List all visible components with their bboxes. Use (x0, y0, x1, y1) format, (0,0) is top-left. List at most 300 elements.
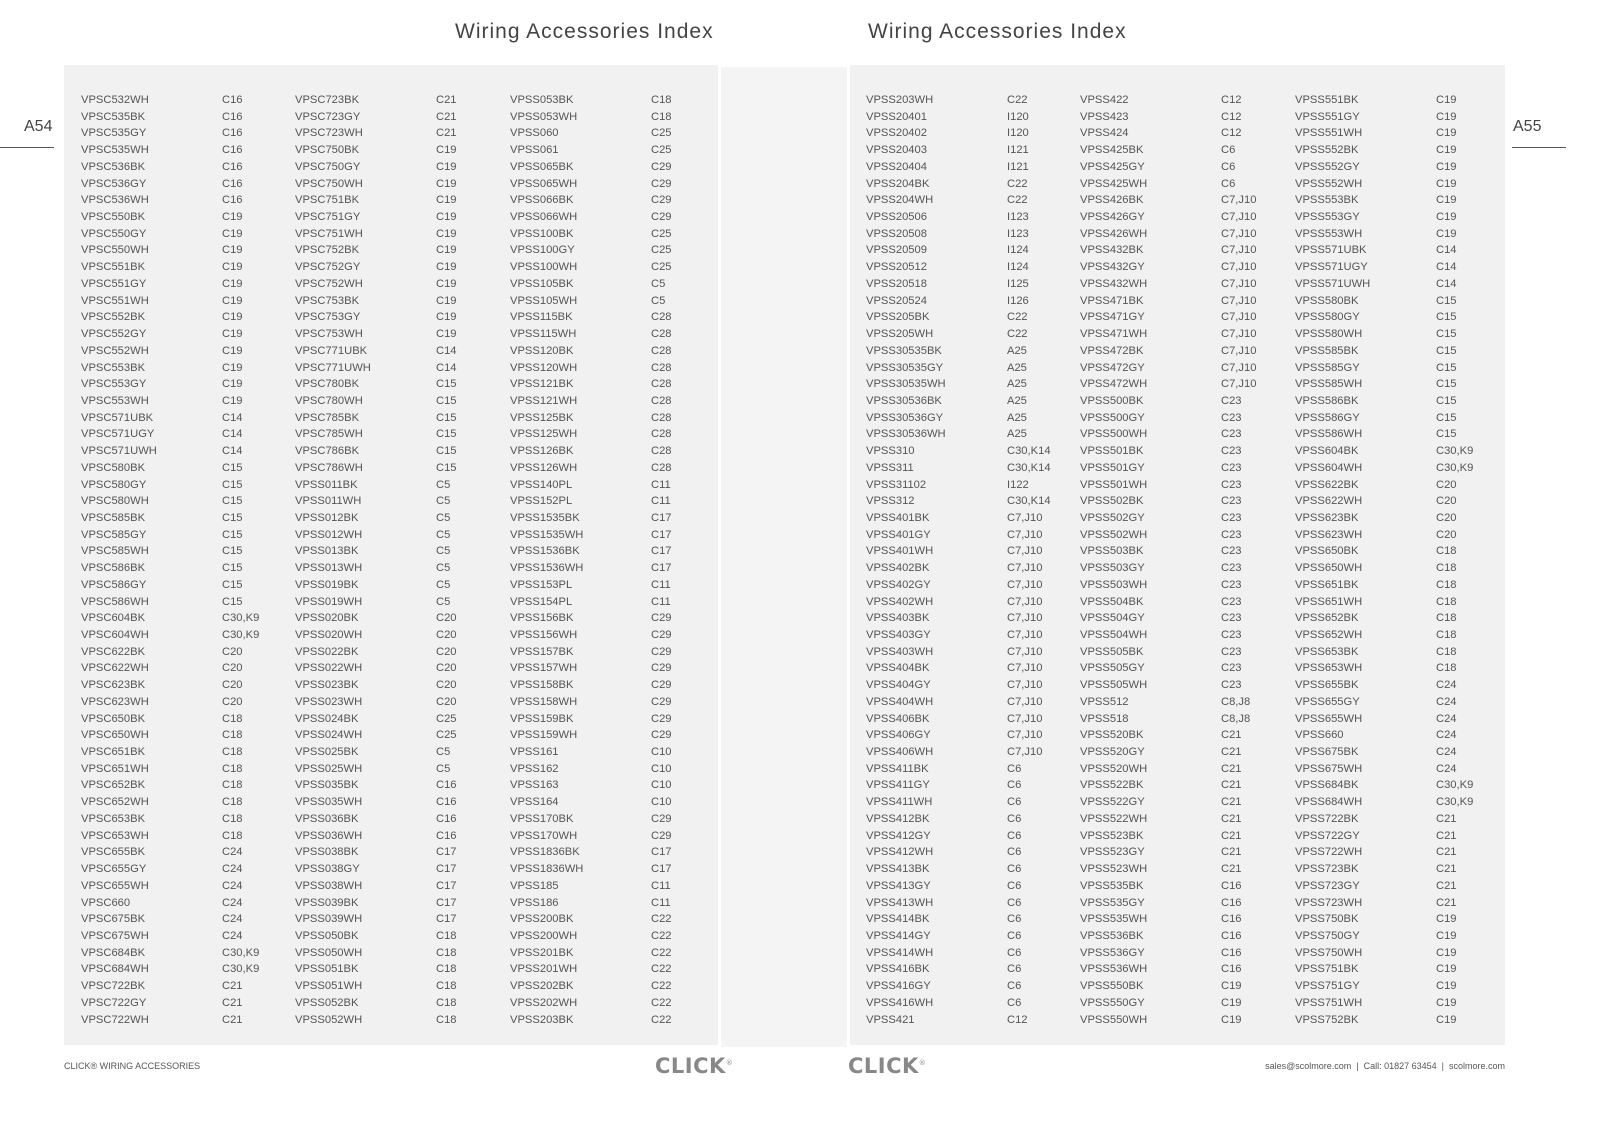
page-reference: C15 (1436, 311, 1457, 324)
product-code: VPSS200BK (510, 913, 574, 926)
page-reference: C23 (1221, 629, 1242, 641)
page-reference: C21 (1221, 812, 1242, 825)
page-reference: C19 (222, 361, 243, 374)
page-reference: C7,J10 (1007, 511, 1043, 524)
product-code: VPSS156BK (510, 612, 574, 625)
page-reference: C6 (1007, 796, 1022, 809)
product-code: VPSS723BK (1295, 863, 1359, 876)
page-reference: C19 (222, 311, 243, 324)
product-code: VPSS425GY (1080, 160, 1145, 173)
product-code: VPSS012BK (295, 511, 359, 524)
page-reference: C24 (222, 879, 243, 892)
product-code: VPSS202BK (510, 980, 574, 993)
page-reference: C20 (222, 679, 243, 692)
page-reference: C23 (1221, 394, 1242, 407)
page-reference: C7,J10 (1221, 328, 1257, 341)
page-reference: C17 (436, 896, 457, 909)
product-code: VPSS536BK (1080, 929, 1144, 942)
page-reference: C18 (1436, 662, 1457, 675)
product-code: VPSS31102 (866, 478, 927, 491)
product-code: VPSC722BK (81, 980, 146, 993)
page-reference: C21 (1221, 779, 1242, 792)
page-reference: C6 (1221, 160, 1236, 173)
product-code: VPSS503GY (1080, 562, 1145, 575)
product-code: VPSS552BK (1295, 144, 1359, 157)
page-reference: C16 (436, 829, 457, 842)
product-code: VPSS013BK (295, 545, 359, 558)
page-reference: C17 (651, 562, 672, 575)
page-reference: C7,J10 (1221, 244, 1257, 257)
product-code: VPSS170WH (510, 829, 578, 842)
product-code: VPSS723GY (1295, 879, 1360, 892)
product-code: VPSS650BK (1295, 545, 1359, 558)
product-code: VPSS125WH (510, 428, 578, 441)
page-reference: C15 (1436, 328, 1457, 341)
product-code: VPSS403BK (866, 612, 930, 625)
product-code: VPSS684BK (1295, 779, 1359, 792)
product-code: VPSS035WH (295, 796, 363, 809)
page-reference: C14 (222, 428, 243, 441)
product-code: VPSS551WH (1295, 127, 1363, 140)
product-code: VPSS011WH (295, 495, 362, 508)
page-reference: C19 (1436, 929, 1457, 942)
page-reference: C14 (436, 344, 457, 357)
product-code: VPSC623WH (81, 695, 149, 708)
product-code: VPSS157BK (510, 645, 574, 658)
page-reference: C21 (222, 996, 243, 1009)
page-reference: C18 (436, 996, 457, 1009)
product-code: VPSS013WH (295, 562, 363, 575)
page-reference: C7,J10 (1007, 545, 1043, 558)
page-reference: C15 (222, 545, 243, 558)
page-reference: C23 (1221, 478, 1242, 491)
page-reference: C16 (222, 110, 243, 123)
product-code: VPSC750GY (295, 160, 361, 173)
page-reference: C30,K14 (1007, 495, 1051, 508)
page-reference: C16 (1221, 896, 1242, 909)
page-reference: I121 (1007, 160, 1029, 173)
product-code: VPSC551BK (81, 261, 146, 274)
product-code: VPSS502WH (1080, 528, 1148, 541)
product-code: VPSS126WH (510, 461, 578, 474)
product-code: VPSC571UWH (81, 445, 157, 458)
product-code: VPSS20401 (866, 110, 927, 123)
page-reference: C25 (651, 144, 672, 157)
page-reference: C29 (651, 812, 672, 825)
page-reference: C19 (222, 227, 243, 240)
page-reference: C19 (1436, 127, 1457, 140)
page-reference: C20 (1436, 511, 1457, 524)
product-code: VPSS20524 (866, 294, 927, 307)
page-reference: A25 (1007, 361, 1027, 374)
page-reference: C15 (436, 411, 457, 424)
product-code: VPSS750BK (1295, 913, 1359, 926)
product-code: VPSS502BK (1080, 495, 1144, 508)
page-reference: C24 (1436, 762, 1457, 775)
product-code: VPSS471BK (1080, 294, 1144, 307)
product-code: VPSS406WH (866, 746, 934, 759)
page-reference: C15 (1436, 344, 1457, 357)
product-code: VPSS30535WH (866, 378, 946, 391)
page-reference: A25 (1007, 378, 1027, 391)
product-code: VPSC752WH (295, 277, 363, 290)
page-reference: C25 (651, 261, 672, 274)
product-code: VPSS502GY (1080, 511, 1145, 524)
page-reference: C23 (1221, 461, 1242, 474)
page-reference: C7,J10 (1007, 679, 1043, 692)
product-code: VPSS505BK (1080, 645, 1144, 658)
page-reference: C16 (1221, 879, 1242, 892)
page-reference: C24 (222, 846, 243, 859)
right-index-panel (850, 65, 1505, 1045)
product-code: VPSS203WH (866, 94, 934, 106)
page-reference: C18 (222, 829, 243, 842)
product-code: VPSS022BK (295, 645, 359, 658)
page-reference: C7,J10 (1007, 695, 1043, 708)
product-code: VPSC652BK (81, 779, 146, 792)
product-code: VPSC655GY (81, 863, 147, 876)
page-reference: C7,J10 (1007, 595, 1043, 608)
page-reference: C21 (222, 1013, 243, 1026)
page-reference: C24 (1436, 679, 1457, 692)
page-reference: C17 (651, 528, 672, 541)
page-reference: C19 (436, 160, 457, 173)
page-reference: C18 (436, 929, 457, 942)
product-code: VPSS535BK (1080, 879, 1144, 892)
page-reference: C30,K9 (222, 963, 260, 976)
page-reference: C30,K9 (222, 629, 260, 641)
product-code: VPSC651WH (81, 762, 149, 775)
product-code: VPSC751BK (295, 194, 360, 207)
click-logo: CLICK® (848, 1054, 927, 1078)
page-reference: C29 (651, 729, 672, 742)
product-code: VPSS406GY (866, 729, 931, 742)
page-reference: C11 (651, 478, 671, 491)
product-code: VPSS051WH (295, 980, 363, 993)
page-reference: C7,J10 (1221, 227, 1257, 240)
product-code: VPSS652BK (1295, 612, 1359, 625)
product-code: VPSS115BK (510, 311, 573, 324)
right-page-number: A55 (1513, 118, 1542, 135)
page-reference: C14 (1436, 277, 1457, 290)
product-code: VPSC655WH (81, 879, 149, 892)
product-code: VPSS1535WH (510, 528, 584, 541)
product-code: VPSS551GY (1295, 110, 1360, 123)
product-code: VPSS412WH (866, 846, 934, 859)
product-code: VPSS065WH (510, 177, 578, 190)
page-reference: C16 (222, 194, 243, 207)
page-reference: C7,J10 (1221, 261, 1257, 274)
page-reference: C21 (1221, 863, 1242, 876)
product-code: VPSS553WH (1295, 227, 1363, 240)
page-reference: C19 (436, 244, 457, 257)
product-code: VPSS586BK (1295, 394, 1359, 407)
product-code: VPSS651WH (1295, 595, 1363, 608)
page-reference: C30,K9 (1436, 461, 1474, 474)
product-code: VPSC753BK (295, 294, 360, 307)
page-reference: C7,J10 (1221, 344, 1257, 357)
page-reference: C12 (1221, 127, 1242, 140)
product-code: VPSS472BK (1080, 344, 1144, 357)
page-reference: C23 (1221, 545, 1242, 558)
page-reference: C21 (1436, 879, 1457, 892)
page-reference: C18 (222, 746, 243, 759)
page-reference: I124 (1007, 261, 1029, 274)
page-reference: C21 (1436, 812, 1457, 825)
product-code: VPSS472GY (1080, 361, 1145, 374)
product-code: VPSS30536BK (866, 394, 942, 407)
product-code: VPSS020WH (295, 629, 363, 641)
page-reference: C15 (222, 511, 243, 524)
page-reference: C18 (1436, 629, 1457, 641)
product-code: VPSS205WH (866, 328, 934, 341)
product-code: VPSS426GY (1080, 211, 1145, 224)
page-reference: C19 (436, 211, 457, 224)
product-code: VPSS038BK (295, 846, 359, 859)
product-code: VPSS660 (1295, 729, 1344, 742)
page-reference: C15 (222, 578, 243, 591)
page-reference: C20 (436, 645, 457, 658)
product-code: VPSS066WH (510, 211, 578, 224)
product-code: VPSS159BK (510, 712, 574, 725)
page-reference: C21 (1221, 796, 1242, 809)
page-reference: C20 (222, 662, 243, 675)
page-reference: C25 (436, 729, 457, 742)
product-code: VPSS1536BK (510, 545, 580, 558)
page-reference: C5 (436, 595, 451, 608)
product-code: VPSC651BK (81, 746, 146, 759)
product-code: VPSC532WH (81, 94, 149, 106)
page-reference: C29 (651, 160, 672, 173)
page-reference: C14 (222, 411, 243, 424)
product-code: VPSS164 (510, 796, 559, 809)
page-reference: C15 (222, 461, 243, 474)
page-reference: C19 (222, 378, 243, 391)
product-code: VPSS158WH (510, 695, 578, 708)
product-code: VPSC552BK (81, 311, 146, 324)
product-code: VPSC660 (81, 896, 131, 909)
page-reference: C7,J10 (1007, 562, 1043, 575)
product-code: VPSC751GY (295, 211, 361, 224)
product-code: VPSS414BK (866, 913, 930, 926)
product-code: VPSS536WH (1080, 963, 1148, 976)
page-reference: C24 (222, 863, 243, 876)
product-code: VPSC653BK (81, 812, 146, 825)
product-code: VPSS100WH (510, 261, 578, 274)
product-code: VPSS520GY (1080, 746, 1145, 759)
product-code: VPSS201WH (510, 963, 578, 976)
page-reference: C5 (436, 762, 451, 775)
product-code: VPSS650WH (1295, 562, 1363, 575)
product-code: VPSS552WH (1295, 177, 1363, 190)
product-code: VPSS036WH (295, 829, 363, 842)
product-code: VPSC723BK (295, 94, 360, 106)
product-code: VPSS038WH (295, 879, 363, 892)
page-reference: C20 (222, 645, 243, 658)
right-page-rule (1512, 147, 1566, 148)
product-code: VPSC604WH (81, 629, 149, 641)
page-reference: C28 (651, 394, 672, 407)
page-reference: C23 (1221, 578, 1242, 591)
page-reference: C28 (651, 428, 672, 441)
product-code: VPSS125BK (510, 411, 574, 424)
product-code: VPSC785BK (295, 411, 360, 424)
page-reference: C21 (1221, 846, 1242, 859)
page-reference: C14 (1436, 244, 1457, 257)
page-reference: C19 (436, 144, 457, 157)
product-code: VPSS520WH (1080, 762, 1148, 775)
page-reference: C24 (1436, 712, 1457, 725)
page-reference: C28 (651, 445, 672, 458)
page-reference: C18 (1436, 545, 1457, 558)
page-reference: C22 (651, 913, 672, 926)
product-code: VPSS024BK (295, 712, 359, 725)
product-code: VPSS157WH (510, 662, 578, 675)
product-code: VPSS550GY (1080, 996, 1145, 1009)
footer-brand-text: CLICK® WIRING ACCESSORIES (64, 1061, 201, 1071)
page-reference: C18 (1436, 612, 1457, 625)
product-code: VPSS066BK (510, 194, 574, 207)
page-reference: C19 (1436, 177, 1457, 190)
product-code: VPSS520BK (1080, 729, 1144, 742)
product-code: VPSS750WH (1295, 946, 1363, 959)
page-reference: C6 (1007, 980, 1022, 993)
page-reference: C23 (1221, 662, 1242, 675)
page-reference: I123 (1007, 211, 1029, 224)
page-reference: C7,J10 (1007, 612, 1043, 625)
page-reference: C7,J10 (1007, 528, 1043, 541)
product-code: VPSC586GY (81, 578, 147, 591)
product-code: VPSC586WH (81, 595, 149, 608)
product-code: VPSS30535BK (866, 344, 942, 357)
product-code: VPSC536GY (81, 177, 147, 190)
page-reference: C28 (651, 411, 672, 424)
page-reference: C20 (436, 629, 457, 641)
product-code: VPSC675BK (81, 913, 146, 926)
product-code: VPSS035BK (295, 779, 359, 792)
product-code: VPSS500WH (1080, 428, 1148, 441)
product-code: VPSS622BK (1295, 478, 1359, 491)
page-reference: C7,J10 (1221, 194, 1257, 207)
product-code: VPSC753WH (295, 328, 363, 341)
product-code: VPSC551WH (81, 294, 149, 307)
product-code: VPSS471WH (1080, 328, 1148, 341)
page-reference: C6 (1007, 946, 1022, 959)
page-reference: C18 (222, 729, 243, 742)
product-code: VPSS571UWH (1295, 277, 1371, 290)
product-code: VPSS025WH (295, 762, 363, 775)
product-code: VPSS504WH (1080, 629, 1148, 641)
page-reference: C28 (651, 328, 672, 341)
product-code: VPSC684WH (81, 963, 149, 976)
page-reference: C7,J10 (1007, 662, 1043, 675)
product-code: VPSS535GY (1080, 896, 1145, 909)
page-reference: C6 (1007, 896, 1022, 909)
product-code: VPSS053BK (510, 94, 574, 106)
product-code: VPSS751WH (1295, 996, 1363, 1009)
page-reference: C28 (651, 378, 672, 391)
page-reference: C19 (436, 177, 457, 190)
product-code: VPSS653BK (1295, 645, 1359, 658)
product-code: VPSS413GY (866, 879, 931, 892)
page-reference: C22 (1007, 94, 1028, 106)
page-reference: I126 (1007, 294, 1029, 307)
product-code: VPSC752BK (295, 244, 360, 257)
product-code: VPSC780WH (295, 394, 363, 407)
page-reference: C20 (436, 612, 457, 625)
page-reference: C6 (1007, 829, 1022, 842)
page-reference: C29 (651, 829, 672, 842)
product-code: VPSS310 (866, 445, 915, 458)
page-reference: C7,J10 (1007, 629, 1043, 641)
page-reference: C29 (651, 679, 672, 692)
product-code: VPSS571UGY (1295, 261, 1368, 274)
product-code: VPSS204WH (866, 194, 934, 207)
product-code: VPSS412BK (866, 812, 930, 825)
page-reference: C29 (651, 177, 672, 190)
product-code: VPSS105WH (510, 294, 578, 307)
product-code: VPSS038GY (295, 863, 360, 876)
page-reference: C29 (651, 211, 672, 224)
page-reference: C22 (1007, 194, 1028, 207)
page-reference: C16 (222, 127, 243, 140)
product-code: VPSS051BK (295, 963, 359, 976)
page-reference: A25 (1007, 428, 1027, 441)
product-code: VPSC585BK (81, 511, 146, 524)
product-code: VPSS722GY (1295, 829, 1360, 842)
product-code: VPSS120WH (510, 361, 578, 374)
page-reference: C19 (222, 394, 243, 407)
page-reference: C18 (1436, 578, 1457, 591)
product-code: VPSC571UBK (81, 411, 154, 424)
product-code: VPSS30536GY (866, 411, 944, 424)
page-reference: C15 (222, 495, 243, 508)
page-reference: C18 (1436, 645, 1457, 658)
page-reference: C6 (1007, 779, 1022, 792)
product-code: VPSS30535GY (866, 361, 944, 374)
page-reference: C18 (651, 94, 672, 106)
page-reference: C23 (1221, 562, 1242, 575)
product-code: VPSC652WH (81, 796, 149, 809)
product-code: VPSS523GY (1080, 846, 1145, 859)
page-reference: C16 (222, 94, 243, 106)
product-code: VPSS416BK (866, 963, 930, 976)
product-code: VPSC623BK (81, 679, 146, 692)
page-reference: C5 (436, 528, 451, 541)
product-code: VPSC752GY (295, 261, 361, 274)
product-code: VPSS023BK (295, 679, 359, 692)
product-code: VPSS623WH (1295, 528, 1363, 541)
page-reference: C24 (222, 929, 243, 942)
product-code: VPSS404BK (866, 662, 930, 675)
product-code: VPSC650WH (81, 729, 149, 742)
page-reference: C18 (436, 1013, 457, 1026)
page-reference: C17 (651, 863, 672, 876)
page-reference: C15 (1436, 361, 1457, 374)
product-code: VPSS406BK (866, 712, 930, 725)
page-reference: C19 (222, 244, 243, 257)
page-reference: C6 (1221, 144, 1236, 157)
page-reference: C22 (651, 946, 672, 959)
product-code: VPSC580WH (81, 495, 149, 508)
product-code: VPSC535GY (81, 127, 147, 140)
product-code: VPSS423 (1080, 110, 1129, 123)
product-code: VPSC750BK (295, 144, 360, 157)
product-code: VPSS039BK (295, 896, 359, 909)
page-reference: C16 (1221, 963, 1242, 976)
product-code: VPSS401WH (866, 545, 934, 558)
product-code: VPSC655BK (81, 846, 146, 859)
